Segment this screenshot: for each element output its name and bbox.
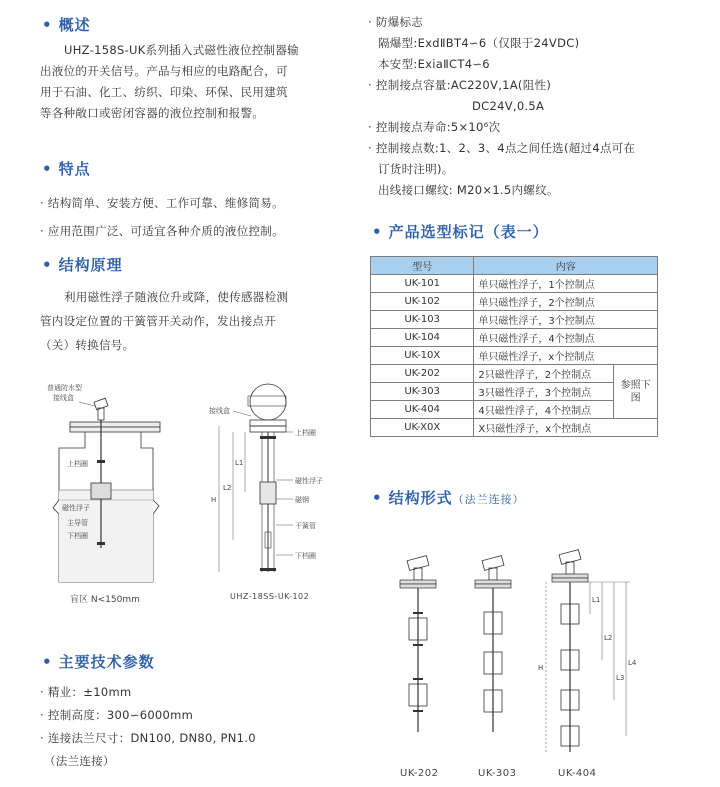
spec-line: · 控制接点寿命:5×10⁶次 [368, 120, 501, 134]
overview-title: 概述 [58, 16, 91, 34]
sensor-caption: UHZ-18SS-UK-102 [230, 592, 310, 601]
spec-line: · 控制接点数:1、2、3、4点之间任选(超过4点可在 [368, 141, 636, 155]
table-row [371, 419, 658, 437]
tech-item: · 精业：±10mm [40, 685, 132, 699]
spec-line: · 控制接点容量:AC220V,1A(阻性) [368, 78, 552, 92]
content-cell: 单只磁性浮子，1个控制点 [474, 275, 658, 293]
tech-title: 主要技术参数 [58, 653, 155, 671]
note-cell: 参照下图 [614, 365, 658, 419]
model-cell: UK-10X [371, 347, 474, 365]
model-cell: UK-404 [371, 401, 474, 419]
diagram-label: 磁性浮子 [62, 504, 90, 512]
dim-label: L2 [604, 634, 613, 642]
model-cell: UK-104 [371, 329, 474, 347]
diagram-label: 磁钢 [295, 496, 309, 504]
diagram-label: H [211, 496, 217, 504]
structure-caption: UK-303 [478, 768, 517, 779]
dim-label: L4 [628, 659, 637, 667]
spec-line: 订货时注明)。 [378, 162, 454, 176]
diagram-label: 普通防水型 [47, 384, 82, 392]
table-row [371, 365, 658, 383]
principle-title: 结构原理 [58, 256, 123, 274]
table-row [371, 311, 658, 329]
structure-subtitle: （法兰连接） [452, 493, 525, 506]
diagram-label: L2 [223, 484, 232, 492]
overview-line: 等各种敞口或密闭容器的液位控制和报警。 [40, 106, 265, 120]
spec-line: · 防爆标志 [368, 15, 424, 29]
tech-item: · 连接法兰尺寸：DN100, DN80, PN1.0 [40, 731, 256, 745]
structure-title: 结构形式 [388, 489, 453, 507]
tank-caption: 盲区 N<150mm [70, 595, 140, 605]
diagram-label: L1 [235, 459, 244, 467]
overview-line: UHZ-158S-UK系列插入式磁性液位控制器输 [64, 43, 299, 57]
selection-title: 产品选型标记（表一） [388, 223, 549, 241]
uk-404-drawing [538, 550, 637, 752]
diagram-label: 下档圈 [67, 532, 88, 540]
structure-diagram [380, 540, 680, 765]
table-header: 内容 [474, 257, 658, 275]
overview-line: 用于石油、化工、纺织、印染、环保、民用建筑 [40, 85, 288, 99]
overview-text [40, 40, 299, 124]
table-header: 型号 [371, 257, 474, 275]
spec-line: DC24V,0.5A [472, 99, 545, 113]
principle-heading: • 结构原理 [42, 256, 123, 274]
overview-line: 出液位的开关信号。产品与相应的电路配合，可 [40, 64, 288, 78]
structure-heading: • 结构形式（法兰连接） [372, 489, 525, 507]
diagram-label: 上档圈 [295, 429, 316, 437]
spec-line: 本安型:ExiaⅡCT4∽6 [378, 57, 490, 71]
specs-list [368, 12, 635, 201]
model-cell: UK-303 [371, 383, 474, 401]
tech-heading: • 主要技术参数 [42, 653, 155, 671]
diagram-label: 接线盒 [209, 407, 230, 415]
sensor-diagram [205, 380, 335, 592]
feature-item: · 应用范围广泛、可适宜各种介质的液位控制。 [40, 224, 284, 238]
dim-label: L3 [616, 674, 625, 682]
features-list [40, 189, 284, 245]
model-cell: UK-X0X [371, 419, 474, 437]
diagram-label: 干簧管 [295, 522, 316, 530]
features-heading: • 特点 [42, 160, 91, 178]
table-row [371, 347, 658, 365]
model-cell: UK-103 [371, 311, 474, 329]
model-cell: UK-102 [371, 293, 474, 311]
diagram-label: 下档圈 [295, 552, 316, 560]
tech-item: （法兰连接） [44, 754, 115, 768]
content-cell: 3只磁性浮子，3个控制点 [474, 383, 614, 401]
tank-diagram [45, 380, 170, 592]
table-row [371, 275, 658, 293]
features-title: 特点 [58, 160, 91, 178]
table-row [371, 329, 658, 347]
diagram-label: 上档圈 [67, 460, 88, 468]
diagram-label: 主导管 [67, 519, 88, 527]
content-cell: 2只磁性浮子，2个控制点 [474, 365, 614, 383]
dim-label: H [538, 664, 544, 672]
feature-item: · 结构简单、安装方便、工作可靠、维修简易。 [40, 196, 284, 210]
uk-202-drawing [400, 556, 436, 732]
content-cell: 单只磁性浮子，2个控制点 [474, 293, 658, 311]
content-cell: 单只磁性浮子，4个控制点 [474, 329, 658, 347]
model-cell: UK-101 [371, 275, 474, 293]
overview-heading: • 概述 [42, 16, 91, 34]
tech-item: · 控制高度：300∽6000mm [40, 708, 194, 722]
content-cell: 4只磁性浮子，4个控制点 [474, 401, 614, 419]
principle-line: 管内设定位置的干簧管开关动作，发出接点开 [40, 314, 276, 328]
selection-table [370, 256, 658, 437]
principle-line: （关）转换信号。 [40, 338, 135, 352]
uk-303-drawing [475, 556, 511, 732]
model-cell: UK-202 [371, 365, 474, 383]
content-cell: 单只磁性浮子，x个控制点 [474, 347, 658, 365]
dim-label: L1 [592, 596, 601, 604]
tech-list [40, 681, 256, 773]
content-cell: 单只磁性浮子，3个控制点 [474, 311, 658, 329]
spec-line: 出线接口螺纹: M20×1.5内螺纹。 [378, 183, 559, 197]
principle-text [40, 285, 288, 357]
spec-line: 隔爆型:ExdⅡBT4∽6（仅限于24VDC) [378, 36, 580, 50]
diagram-label: 磁性浮子 [295, 477, 323, 485]
content-cell: X只磁性浮子，x个控制点 [474, 419, 658, 437]
structure-caption: UK-202 [400, 768, 439, 779]
principle-line: 利用磁性浮子随液位升或降，使传感器检测 [64, 290, 289, 304]
structure-caption: UK-404 [558, 768, 597, 779]
selection-heading: • 产品选型标记（表一） [372, 223, 549, 241]
table-row [371, 293, 658, 311]
diagram-label: 接线盒 [53, 394, 74, 402]
table-header-row [371, 257, 658, 275]
